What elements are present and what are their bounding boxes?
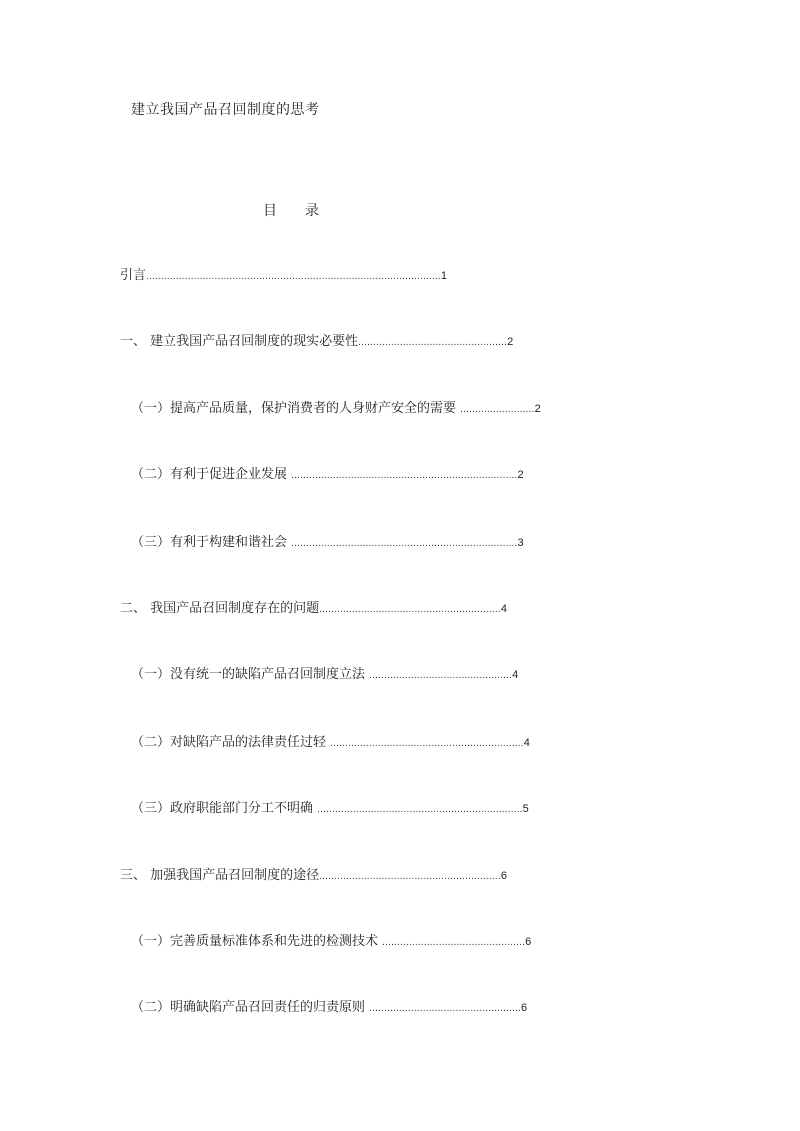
toc-entry[interactable] (131, 466, 524, 485)
toc-heading-char: 录 (305, 203, 319, 219)
toc-entry-text: （二）明确缺陷产品召回责任的归责原则 (131, 1000, 370, 1015)
toc-entry-text: （二）有利于促进企业发展 (131, 467, 292, 482)
toc-entry[interactable] (131, 800, 529, 819)
toc-leader-dots: ......................... (460, 404, 535, 415)
toc-page-number: 6 (500, 870, 507, 882)
toc-heading-char: 目 (263, 203, 277, 219)
toc-entry-text: （一）完善质量标准体系和先进的检测技术 (131, 934, 383, 949)
toc-leader-dots: ............................................................. (319, 604, 501, 615)
toc-leader-dots: ................................................................................................... (146, 271, 441, 282)
document-title: 建立我国产品召回制度的思考 (131, 102, 320, 118)
toc-page-number: 4 (512, 669, 519, 681)
toc-entry-text: 三、 加强我国产品召回制度的途径 (120, 868, 320, 883)
toc-page-number: 3 (517, 537, 524, 549)
toc-entry[interactable] (120, 867, 507, 886)
toc-page-number: 5 (522, 803, 529, 815)
toc-entry-text: 一、 建立我国产品召回制度的现实必要性 (120, 334, 359, 349)
toc-leader-dots: ................................................................. (330, 738, 524, 749)
toc-entry[interactable] (120, 600, 507, 619)
toc-entry-text: 引言 (120, 268, 147, 283)
toc-entry-text: （一）提高产品质量，保护消费者的人身财产安全的需要 (131, 401, 461, 416)
toc-entry[interactable] (131, 999, 527, 1018)
toc-entry[interactable] (131, 933, 531, 952)
toc-entry[interactable] (131, 666, 518, 685)
toc-leader-dots: ............................................................................ (291, 470, 518, 481)
toc-page-number: 4 (523, 737, 530, 749)
toc-entry-text: （二）对缺陷产品的法律责任过轻 (131, 735, 331, 750)
toc-entry-text: （一）没有统一的缺陷产品召回制度立法 (131, 667, 370, 682)
toc-entry-text: 二、 我国产品召回制度存在的问题 (120, 601, 320, 616)
toc-leader-dots: ................................................ (382, 937, 526, 948)
toc-entry[interactable] (120, 267, 447, 286)
toc-entry[interactable] (131, 400, 541, 419)
toc-entry[interactable] (131, 734, 530, 753)
toc-page-number: 2 (507, 336, 514, 348)
toc-page-number: 2 (534, 403, 541, 415)
toc-page-number: 1 (440, 270, 447, 282)
toc-entry[interactable] (131, 534, 524, 553)
toc-leader-dots: ................................................ (369, 670, 513, 681)
toc-page-number: 4 (500, 603, 507, 615)
toc-entry-text: （三）政府职能部门分工不明确 (131, 801, 318, 816)
toc-page-number: 6 (525, 936, 532, 948)
toc-leader-dots: ..................................................................... (317, 804, 523, 815)
toc-entry[interactable] (120, 333, 513, 352)
toc-leader-dots: ................................................... (369, 1003, 522, 1014)
toc-page-number: 6 (521, 1002, 528, 1014)
toc-entry-text: （三）有利于构建和谐社会 (131, 535, 292, 550)
toc-leader-dots: .................................................. (358, 337, 508, 348)
toc-page-number: 2 (517, 469, 524, 481)
toc-leader-dots: ............................................................................ (291, 538, 518, 549)
toc-leader-dots: ............................................................. (319, 871, 501, 882)
